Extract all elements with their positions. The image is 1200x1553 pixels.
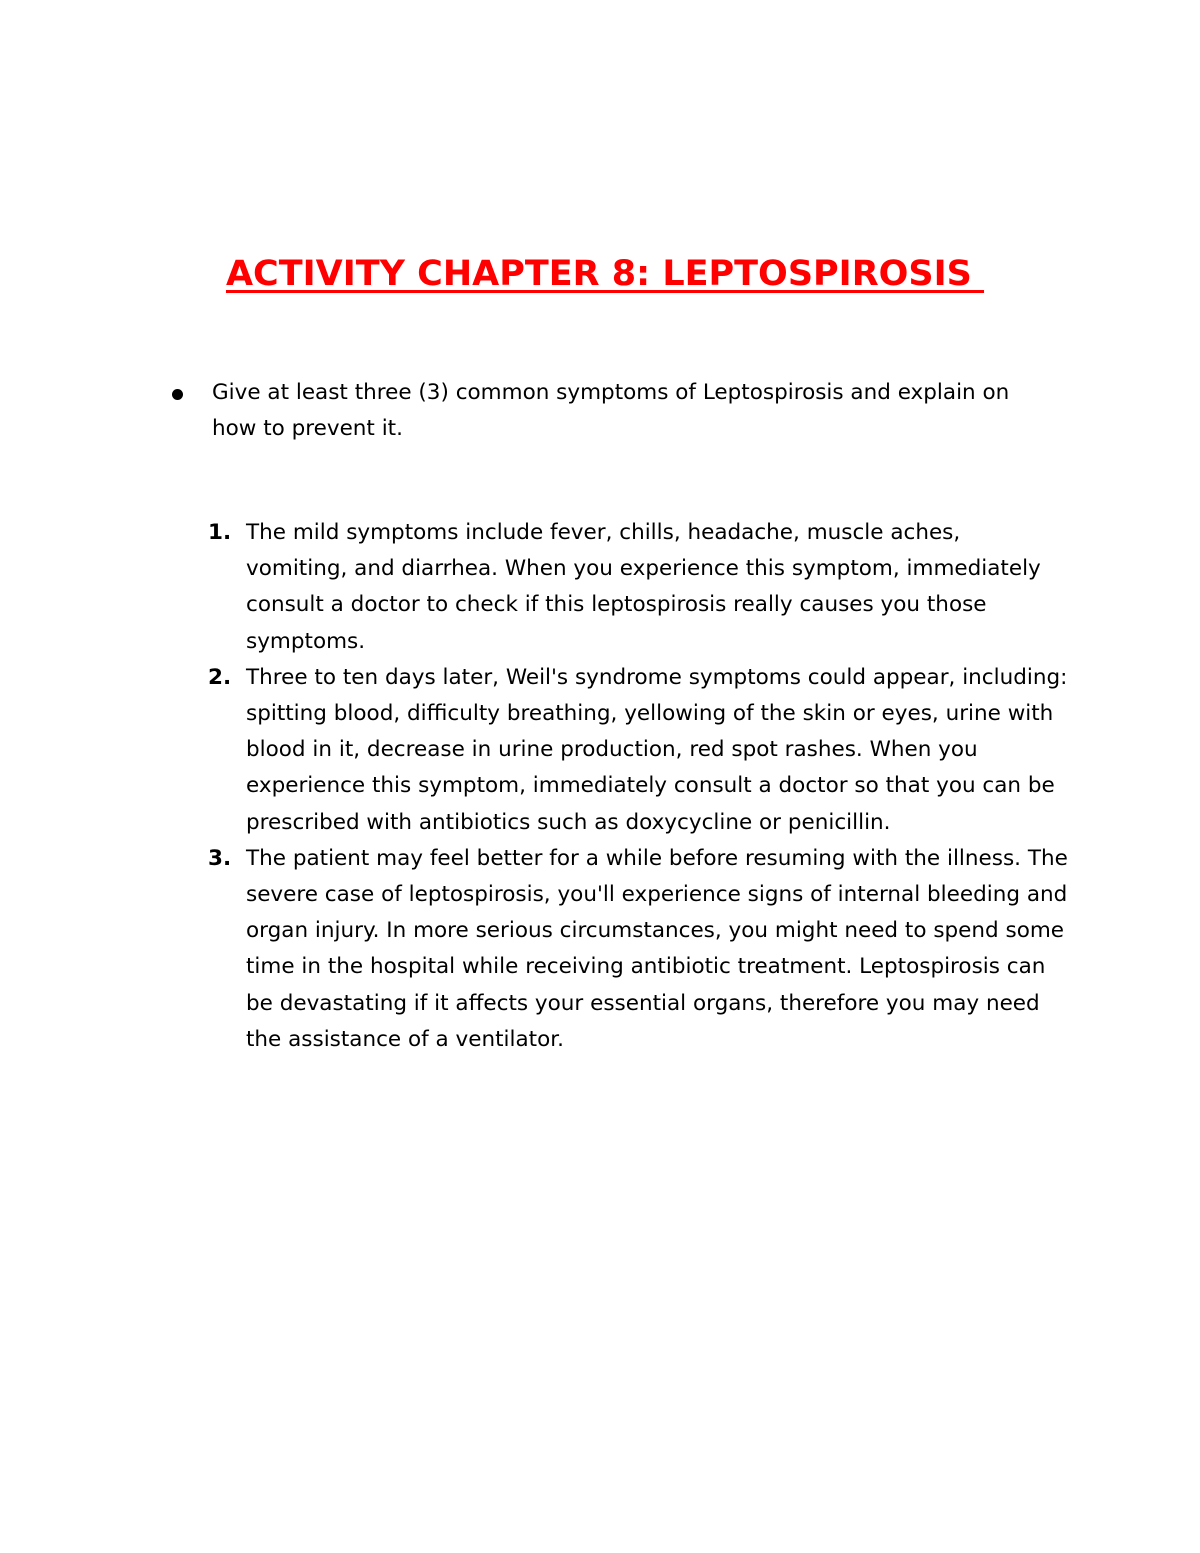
bullet-icon (172, 389, 183, 400)
list-item-text: The mild symptoms include fever, chills, headache, muscle aches, vomiting, and diarrhea. When you experience this symptom, immediately consult a doctor to check if this leptospirosis really causes you those symptoms. (246, 520, 1041, 654)
list-item (208, 515, 1068, 660)
list-item-number: 1. (208, 520, 232, 545)
list-item (208, 660, 1068, 841)
document-title: ACTIVITY CHAPTER 8: LEPTOSPIROSIS (225, 254, 985, 294)
question-text: Give at least three (3) common symptoms of Leptospirosis and explain on how to prevent it. (212, 380, 1010, 441)
question-bullet (172, 375, 1052, 447)
list-item-number: 2. (208, 664, 232, 690)
list-item (208, 841, 1068, 1058)
list-item-number: 3. (208, 845, 232, 871)
list-item-text: Three to ten days later, Weil's syndrome symptoms could appear, including: spitting blood, difficulty breathing, yellowing of the skin or eyes, urine with blood in it, decrease in urine production, red spot rashes. When you experience this symptom, immediately consult a doctor so that you can be prescribed with antibiotics such as doxycycline or penicillin. (246, 664, 1068, 835)
answer-list (208, 515, 1068, 1058)
list-item-text: The patient may feel better for a while before resuming with the illness. The severe case of leptospirosis, you'll experience signs of internal bleeding and organ injury. In more serious circumstances, you might need to spend some time in the hospital while receiving antibiotic treatment. Leptospirosis can be devastating if it affects your essential organs, therefore you may need the assistance of a ventilator. (246, 845, 1068, 1052)
